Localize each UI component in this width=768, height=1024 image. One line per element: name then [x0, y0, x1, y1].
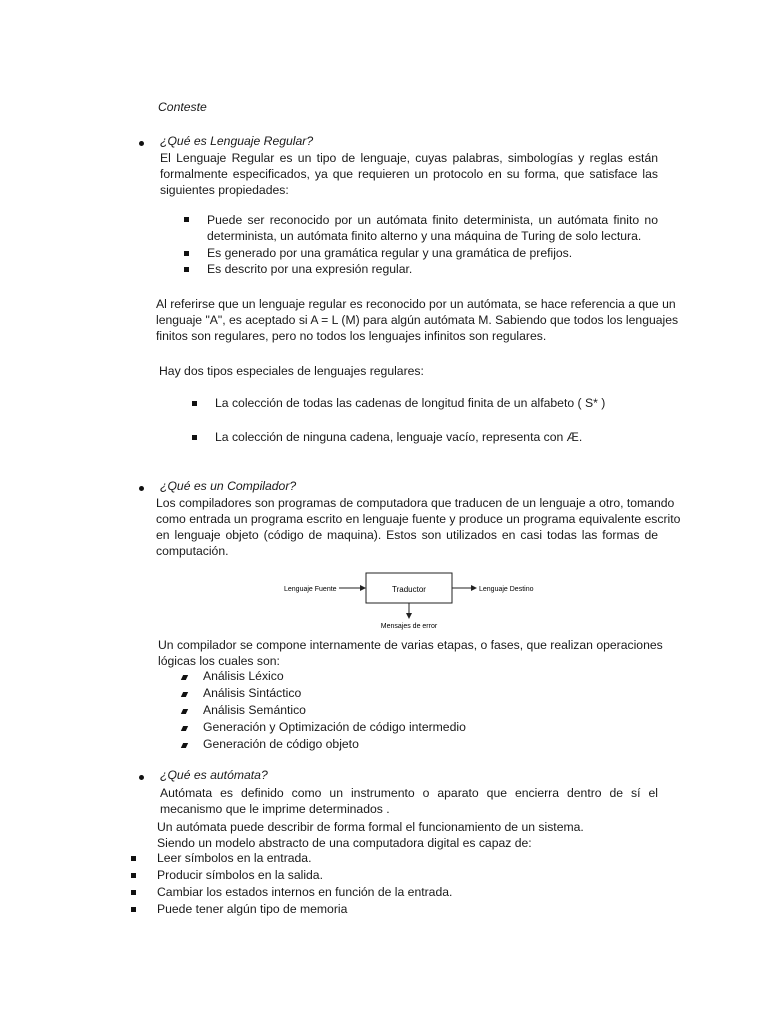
- text-line: computación.: [156, 544, 229, 558]
- capability-item: Leer símbolos en la entrada.: [157, 851, 312, 865]
- square-bullet-icon: [131, 873, 136, 878]
- question-automaton: ¿Qué es autómata?: [160, 768, 268, 782]
- square-bullet-icon: [192, 435, 197, 440]
- text-line: en lenguaje objeto (código de maquina). Estos son utilizados en casi todas las formas de: [156, 528, 658, 542]
- regular-language-intro: [160, 150, 658, 198]
- square-bullet-icon: [131, 890, 136, 895]
- phase-item: Análisis Léxico: [203, 669, 284, 683]
- text-line: Los compiladores son programas de computadora que traducen de un lenguaje a otro, tomando: [156, 496, 675, 510]
- text-line: Al referirse que un lenguaje regular es reconocido por un autómata, se hace referencia a que un: [156, 297, 676, 311]
- type-item: La colección de todas las cadenas de longitud finita de un alfabeto ( S* ): [215, 396, 606, 410]
- property-item: Es generado por una gramática regular y una gramática de prefijos.: [207, 246, 573, 260]
- text-line: Puede ser reconocido por un autómata finito determinista, un autómata finito no: [207, 213, 658, 227]
- capability-item: Puede tener algún tipo de memoria: [157, 902, 348, 916]
- capability-item: Cambiar los estados internos en función de la entrada.: [157, 885, 453, 899]
- text-line: El Lenguaje Regular es un tipo de lenguaje, cuyas palabras, simbologías y reglas están: [160, 151, 658, 165]
- text-line: lenguaje "A", es aceptado si A = L (M) para algún autómata M. Sabiendo que todos los lenguajes: [156, 313, 679, 327]
- text-line: Un autómata puede describir de forma formal el funcionamiento de un sistema.: [157, 820, 584, 834]
- automaton-definition: [160, 785, 658, 817]
- automaton-lines: [157, 819, 657, 851]
- compiler-paragraph: [156, 495, 681, 559]
- phase-item: Generación de código objeto: [203, 737, 359, 751]
- square-bullet-icon: [184, 267, 189, 272]
- square-bullet-icon: [131, 856, 136, 861]
- text-line: formalmente especificados, ya que requieren un protocolo en su forma, que satisface las: [160, 167, 658, 181]
- page-heading: Conteste: [158, 100, 207, 114]
- diamond-bullet-icon: [181, 692, 188, 697]
- property-item: Es descrito por una expresión regular.: [207, 262, 413, 276]
- phases-intro: [158, 637, 663, 669]
- property-item: [207, 212, 658, 244]
- bullet-dot-icon: [139, 775, 144, 780]
- diamond-bullet-icon: [181, 726, 188, 731]
- text-line: Siendo un modelo abstracto de una computadora digital es capaz de:: [157, 836, 532, 850]
- regular-language-paragraph: [156, 296, 679, 344]
- square-bullet-icon: [131, 907, 136, 912]
- text-line: como entrada un programa escrito en lenguaje fuente y produce un programa equivalente escrito: [156, 512, 681, 526]
- diamond-bullet-icon: [181, 743, 188, 748]
- phase-item: Generación y Optimización de código intermedio: [203, 720, 466, 734]
- text-line: siguientes propiedades:: [160, 183, 289, 197]
- output-label: Lenguaje Destino: [479, 586, 534, 593]
- compiler-diagram: [270, 568, 550, 636]
- text-line: mecanismo que le imprime determinados .: [160, 802, 390, 816]
- errors-label: Mensajes de error: [380, 623, 438, 630]
- types-intro: Hay dos tipos especiales de lenguajes regulares:: [159, 364, 424, 378]
- square-bullet-icon: [184, 251, 189, 256]
- question-regular-language: ¿Qué es Lenguaje Regular?: [160, 134, 314, 148]
- text-line: determinista, un autómata finito alterno y una máquina de Turing de solo lectura.: [207, 229, 642, 243]
- text-line: Un compilador se compone internamente de varias etapas, o fases, que realizan operaciones: [158, 638, 663, 652]
- question-compiler: ¿Qué es un Compilador?: [160, 479, 297, 493]
- diamond-bullet-icon: [181, 709, 188, 714]
- text-line: Autómata es definido como un instrumento o aparato que encierra dentro de sí el: [160, 786, 658, 800]
- diamond-bullet-icon: [181, 675, 188, 680]
- translator-label: Traductor: [392, 585, 426, 594]
- square-bullet-icon: [184, 217, 189, 222]
- square-bullet-icon: [192, 401, 197, 406]
- text-line: lógicas los cuales son:: [158, 654, 280, 668]
- phase-item: Análisis Semántico: [203, 703, 306, 717]
- capability-item: Producir símbolos en la salida.: [157, 868, 323, 882]
- input-label: Lenguaje Fuente: [284, 586, 337, 593]
- bullet-dot-icon: [139, 486, 144, 491]
- text-line: finitos son regulares, pero no todos los lenguajes infinitos son regulares.: [156, 329, 547, 343]
- type-item: La colección de ninguna cadena, lenguaje vacío, representa con Æ.: [215, 430, 583, 444]
- phase-item: Análisis Sintáctico: [203, 686, 302, 700]
- bullet-dot-icon: [139, 141, 144, 146]
